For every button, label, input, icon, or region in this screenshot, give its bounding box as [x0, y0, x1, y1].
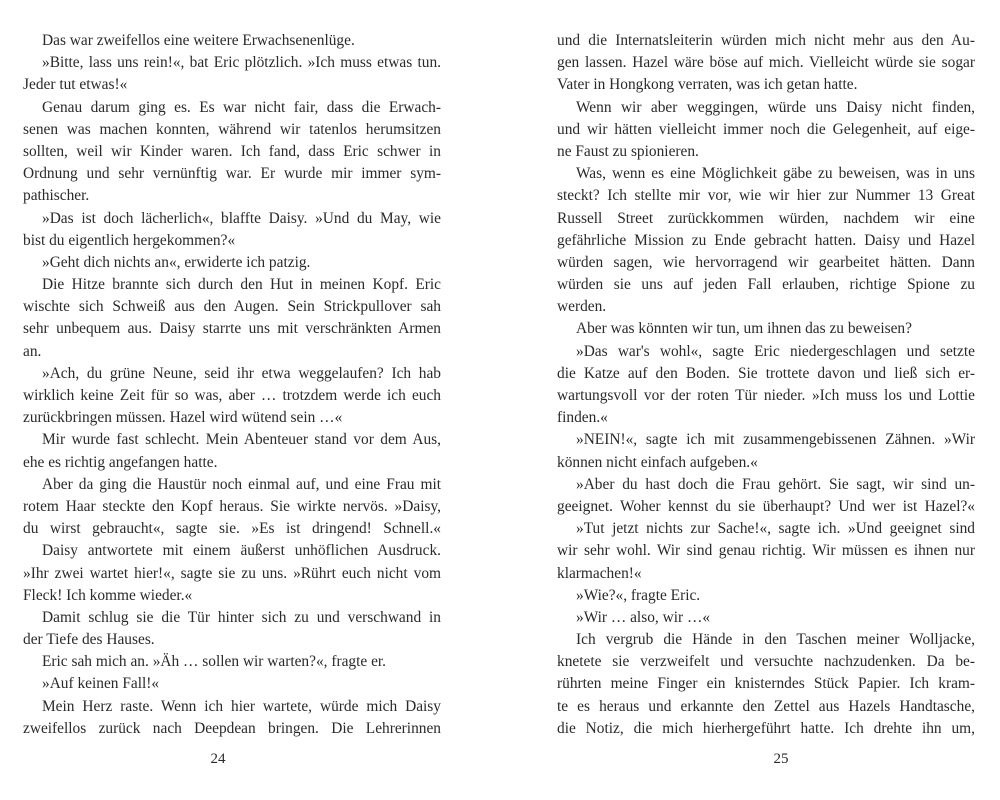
text-line: Eric sah mich an. »Äh … sollen wir warten?«, fragte er. [42, 653, 387, 671]
text-line: Die Hitze brannte sich durch den Hut in meinen Kopf. Eric [42, 276, 441, 294]
text-line: bist du eigentlich hergekommen?« [23, 231, 236, 249]
text-line: gefährliche Mission zu Ende gebracht hatten. Daisy und Hazel [557, 231, 975, 249]
text-line: du wirst gebraucht«, sagte sie. »Es ist dringend! Schnell.« [23, 520, 441, 538]
text-line: klarmachen!« [557, 564, 642, 582]
text-line: »Wie?«, fragte Eric. [576, 586, 701, 604]
left-page [23, 30, 441, 740]
text-line: wirklich keine Zeit für so was, aber … trotzdem werde ich euch [23, 387, 441, 404]
text-line: sehr unbequem aus. Daisy starrte uns mit verschränkten Armen [23, 320, 441, 338]
text-line: Aber da ging die Haustür noch einmal auf, und eine Frau mit [42, 475, 441, 493]
text-line: »Geht dich nichts an«, erwiderte ich patzig. [42, 253, 311, 271]
text-line: geeignet. Woher kennst du sie überhaupt? Und wer ist Hazel?« [557, 497, 975, 515]
text-line: der Tiefe des Hauses. [23, 631, 155, 649]
text-line: te es heraus und erkannte den Zettel aus Hazels Handtasche, [557, 697, 975, 715]
text-line: »Tut jetzt nichts zur Sache!«, sagte ich. »Und geeignet sind [576, 520, 975, 538]
text-line: Daisy antwortete mit einem äußerst unhöflichen Ausdruck. [42, 542, 441, 560]
text-line: »Ach, du grüne Neune, seid ihr etwa weggelaufen? Ich hab [42, 364, 441, 382]
text-line: steckt? Ich stellte mir vor, wie wir hier zur Nummer 13 Great [557, 187, 975, 205]
text-line: »Aber du hast doch die Frau gehört. Sie sagt, wir sind un- [576, 475, 975, 493]
text-line: Ich vergrub die Hände in den Taschen meiner Wolljacke, [576, 631, 975, 649]
text-line: an. [23, 342, 42, 360]
text-line: Was, wenn es eine Möglichkeit gäbe zu beweisen, was in uns [576, 165, 975, 183]
text-line: die Katze auf den Boden. Sie trottete davon und ließ sich er- [557, 364, 975, 382]
text-line: Aber was könnten wir tun, um ihnen das zu beweisen? [576, 320, 912, 338]
text-line: »Ihr zwei wartet hier!«, sagte sie zu uns. »Rührt euch nicht vom [23, 564, 441, 582]
text-line: »Bitte, lass uns rein!«, bat Eric plötzlich. »Ich muss etwas tun. [42, 54, 441, 72]
right-page-number: 25 [773, 751, 789, 767]
text-line: Jeder tut etwas!« [23, 76, 128, 94]
text-line: »Wir … also, wir …« [576, 608, 711, 626]
text-line: Mein Herz raste. Wenn ich hier wartete, würde mich Daisy [42, 697, 441, 715]
text-line: »Auf keinen Fall!« [42, 675, 160, 693]
text-line: würden sie uns auf jeden Fall erlauben, richtige Spione zu [557, 276, 975, 294]
text-line: zweifellos zurück nach Deepdean bringen. Die Lehrerinnen [23, 719, 441, 737]
text-line: werden. [557, 298, 607, 316]
text-line: können nicht einfach aufgeben.« [557, 453, 758, 471]
text-line: sollten, weil wir Kinder waren. Ich fand, dass Eric schwer in [23, 142, 441, 160]
text-line: rührten meine Finger ein knisterndes Stück Papier. Ich kram- [557, 675, 975, 693]
text-line: Fleck! Ich komme wieder.« [23, 586, 193, 604]
text-line: rotem Haar steckte den Kopf heraus. Sie wirkte nervös. »Daisy, [23, 497, 441, 515]
text-line: pathischer. [23, 187, 90, 205]
text-line: Das war zweifellos eine weitere Erwachsenenlüge. [42, 32, 355, 49]
text-line: gen lassen. Hazel wäre böse auf mich. Vielleicht würde sie sogar [557, 54, 975, 72]
text-line: die Notiz, die mich hierhergeführt hatte. Ich drehte ihn um, [557, 719, 975, 737]
text-line: Damit schlug sie die Tür hinter sich zu und verschwand in [42, 608, 441, 626]
text-line: Mir wurde fast schlecht. Mein Abenteuer stand vor dem Aus, [42, 431, 441, 449]
text-line: zurückbringen müssen. Hazel wird wütend sein …« [23, 409, 343, 427]
text-line: ne Faust zu spionieren. [557, 142, 699, 160]
text-line: »Das war's wohl«, sagte Eric niedergeschlagen und setzte [576, 342, 975, 360]
text-line: Vater in Hongkong verraten, was ich getan hatte. [557, 76, 858, 94]
text-line: wischte sich Schweiß aus den Augen. Sein Strickpullover sah [23, 298, 441, 316]
right-page [557, 30, 975, 740]
text-line: »Das ist doch lächerlich«, blaffte Daisy. »Und du May, wie [42, 209, 441, 227]
text-line: und wir hätten vielleicht immer noch die Gelegenheit, auf eige- [557, 120, 975, 138]
text-line: Genau darum ging es. Es war nicht fair, dass die Erwach- [42, 98, 441, 116]
left-page-number: 24 [210, 751, 226, 767]
text-line: Wenn wir aber weggingen, würde uns Daisy nicht finden, [576, 98, 975, 116]
text-line: würden sagen, wie hervorragend wir gearbeitet hätten. Dann [557, 253, 975, 271]
text-line: Russell Street zurückkommen würden, nachdem wir eine [557, 209, 975, 227]
text-line: Ordnung und sehr vernünftig war. Er wurde mir immer sym- [23, 165, 441, 183]
text-line: finden.« [557, 409, 608, 427]
text-line: knetete sie verzweifelt und versuchte nachzudenken. Da be- [557, 653, 975, 671]
text-line: senen was machen konnten, während wir tatenlos herumsitzen [23, 120, 441, 138]
text-line: »NEIN!«, sagte ich mit zusammengebissenen Zähnen. »Wir [576, 431, 975, 449]
text-line: wartungsvoll vor der roten Tür nieder. »Ich muss los und Lottie [557, 387, 975, 404]
text-line: wir sehr wohl. Wir sind genau richtig. Wir müssen es ihnen nur [557, 542, 975, 560]
text-line: ehe es richtig angefangen hatte. [23, 453, 218, 471]
text-line: und die Internatsleiterin würden mich nicht mehr aus den Au- [557, 32, 975, 49]
